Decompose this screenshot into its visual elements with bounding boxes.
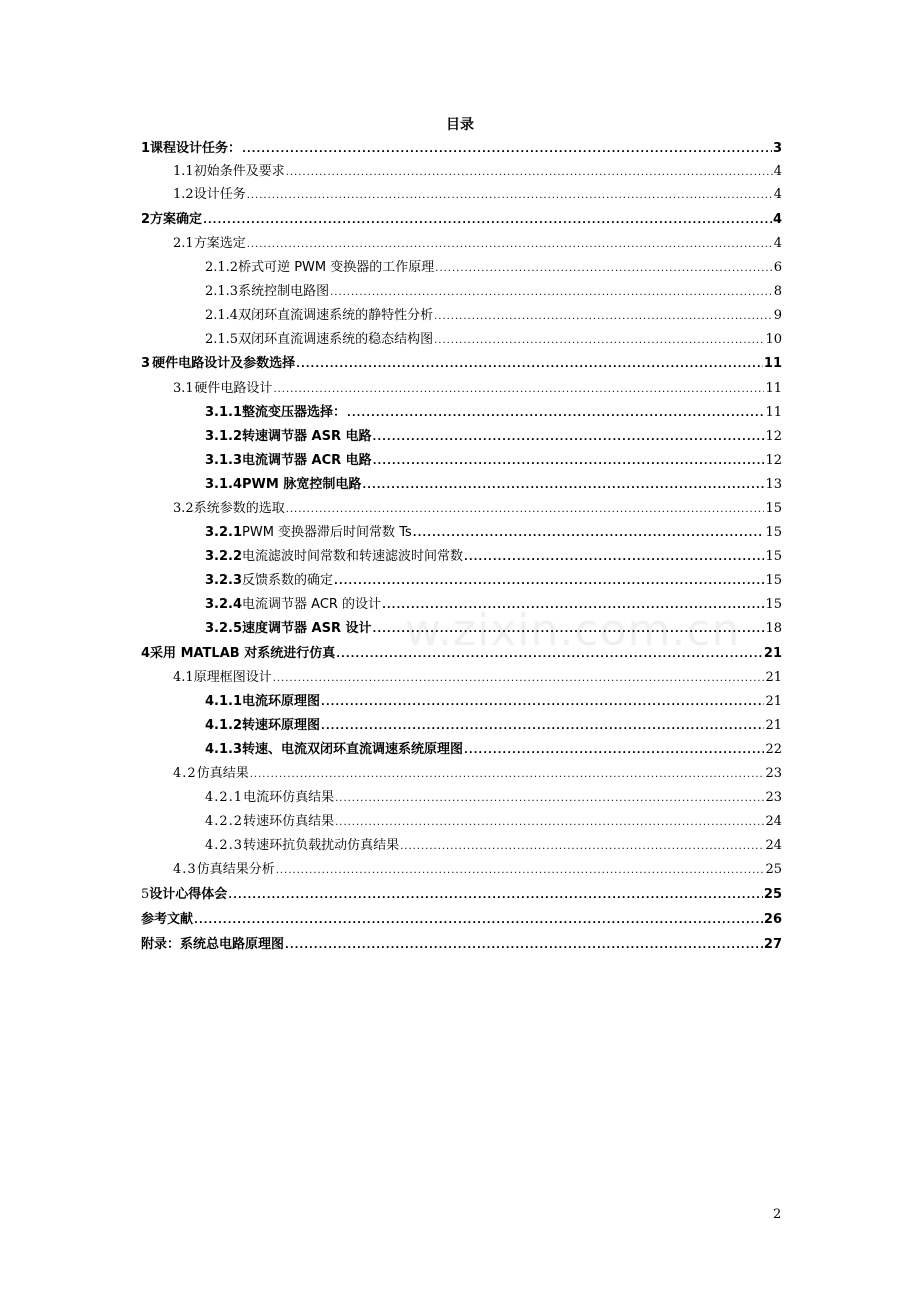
toc-entry-number: 3.1 <box>173 381 194 396</box>
toc-entry-2-1-2[interactable] <box>205 257 782 279</box>
toc-entry-page: 25 <box>765 862 782 877</box>
toc-entry-2[interactable] <box>141 209 782 231</box>
toc-entry-label: 双闭环直流调速系统的静特性分析 <box>238 308 434 323</box>
toc-entry-page: 25 <box>763 887 782 902</box>
toc-entry-number: 3.2.2 <box>205 549 243 564</box>
toc-entry-label: 转速环抗负载扰动仿真结果 <box>243 838 400 853</box>
toc-dot-leader <box>434 306 773 328</box>
toc-dot-leader <box>373 619 765 641</box>
toc-title: 目录 <box>446 117 474 133</box>
toc-entry-2-1[interactable] <box>173 233 782 255</box>
toc-entry-label: 初始条件及要求 <box>193 164 285 179</box>
toc-entry-number: 4.3 <box>173 862 197 877</box>
toc-dot-leader <box>247 234 773 256</box>
toc-entry-page: 4 <box>772 212 782 227</box>
toc-entry-3-2[interactable] <box>173 498 782 520</box>
toc-dot-leader <box>276 860 765 882</box>
toc-entry-label: 整流变压器选择： <box>242 405 347 420</box>
toc-entry-number: 2.1.4 <box>205 308 239 323</box>
toc-dot-leader <box>228 885 763 907</box>
toc-dot-leader <box>296 354 763 376</box>
toc-entry-3[interactable] <box>141 353 782 375</box>
toc-entry-3-2-4[interactable] <box>205 594 782 616</box>
toc-dot-leader <box>250 764 765 786</box>
toc-dot-leader <box>336 644 763 666</box>
toc-entry-label: 转速环原理图 <box>242 718 321 733</box>
toc-entry-number: 4.2.1 <box>205 790 244 805</box>
toc-entry-page: 12 <box>765 453 782 468</box>
toc-entry-number: 5 <box>141 887 150 902</box>
toc-entry-label: 方案确定 <box>150 212 203 227</box>
toc-entry-label: 方案选定 <box>193 236 246 251</box>
toc-dot-leader <box>242 139 772 161</box>
toc-entry-page: 22 <box>765 742 782 757</box>
toc-entry-page: 15 <box>765 501 782 516</box>
toc-entry-number: 4 <box>141 646 151 661</box>
page-number: 2 <box>773 1207 782 1222</box>
toc-entry-number: 4.1.2 <box>205 718 243 733</box>
toc-entry-number: 3.2.1 <box>205 525 243 540</box>
toc-entry-page: 15 <box>765 597 782 612</box>
toc-entry-2-1-4[interactable] <box>205 305 782 327</box>
toc-entry-number: 3.1.1 <box>205 405 243 420</box>
toc-entry-2-1-5[interactable] <box>205 329 782 351</box>
toc-entry-page: 18 <box>765 621 782 636</box>
toc-entry-label: 电流调节器 ACR 电路 <box>242 453 372 468</box>
toc-dot-leader <box>435 258 772 280</box>
toc-dot-leader <box>464 740 764 762</box>
toc-dot-leader <box>330 282 773 304</box>
toc-dot-leader <box>362 475 764 497</box>
toc-entry-page: 13 <box>765 477 782 492</box>
toc-dot-leader <box>194 910 763 932</box>
toc-entry-number: 2 <box>141 212 151 227</box>
toc-entry-page: 6 <box>773 260 782 275</box>
toc-entry-number: 1.1 <box>173 164 194 179</box>
toc-entry-page: 27 <box>763 937 782 952</box>
toc-entry-4-2-3[interactable] <box>205 835 782 857</box>
toc-entry-3-1[interactable] <box>173 378 782 400</box>
toc-dot-leader <box>335 812 764 834</box>
toc-entry-4-1-1[interactable] <box>205 691 782 713</box>
toc-entry-page: 21 <box>765 718 782 733</box>
toc-entry-number: 4.2.3 <box>205 838 244 853</box>
toc-dot-leader <box>286 162 773 184</box>
toc-entry-number: 3.1.2 <box>205 429 243 444</box>
toc-entry-number: 1.2 <box>173 187 194 202</box>
toc-dot-leader <box>347 403 764 425</box>
toc-entry-page: 10 <box>765 332 782 347</box>
toc-entry-label: 电流环仿真结果 <box>243 790 335 805</box>
toc-dot-leader <box>373 451 765 473</box>
toc-entry-page: 11 <box>765 405 782 420</box>
toc-entry-4-1-2[interactable] <box>205 715 782 737</box>
toc-entry-1-2[interactable] <box>173 184 782 206</box>
toc-entry-number: 3.2.5 <box>205 621 243 636</box>
toc-entry-page: 4 <box>773 236 782 251</box>
toc-dot-leader <box>203 210 772 232</box>
toc-entry-number: 4.1 <box>173 670 194 685</box>
toc-dot-leader <box>247 185 773 207</box>
toc-entry-4-1-3[interactable] <box>205 739 782 761</box>
toc-dot-leader <box>373 427 765 449</box>
toc-entry-number: 3.2 <box>173 501 194 516</box>
toc-entry-page: 24 <box>765 814 782 829</box>
toc-entry-label: 系统参数的选取 <box>193 501 285 516</box>
toc-entry-3-2-5[interactable] <box>205 618 782 640</box>
toc-entry-4-2-2[interactable] <box>205 811 782 833</box>
toc-entry-number: 4.1.1 <box>205 694 243 709</box>
toc-entry-label: 采用 MATLAB 对系统进行仿真 <box>150 646 336 661</box>
toc-entry-page: 21 <box>765 670 782 685</box>
toc-dot-leader <box>382 595 764 617</box>
toc-entry-number: 1 <box>141 141 151 156</box>
toc-entry-number: 3.2.4 <box>205 597 243 612</box>
toc-entry-1-1[interactable] <box>173 161 782 183</box>
toc-entry-label: 硬件电路设计及参数选择 <box>152 356 296 371</box>
toc-dot-leader <box>413 523 765 545</box>
toc-entry-page: 4 <box>773 164 782 179</box>
toc-entry-4-1[interactable] <box>173 667 782 689</box>
toc-dot-leader <box>434 330 764 352</box>
toc-entry-3-1-3[interactable] <box>205 450 782 472</box>
toc-entry-page: 12 <box>765 429 782 444</box>
toc-entry-references[interactable] <box>141 909 782 931</box>
toc-entry-label: 转速调节器 ASR 电路 <box>242 429 372 444</box>
toc-entry-4-2-1[interactable] <box>205 787 782 809</box>
toc-entry-page: 15 <box>765 549 782 564</box>
toc-entry-number: 2.1.3 <box>205 284 239 299</box>
toc-entry-4[interactable] <box>141 643 782 665</box>
toc-dot-leader <box>321 692 764 714</box>
toc-entry-page: 8 <box>773 284 782 299</box>
toc-entry-page: 15 <box>765 525 782 540</box>
toc-dot-leader <box>285 935 763 957</box>
toc-entry-label: PWM 变换器滞后时间常数 Ts <box>242 525 412 540</box>
toc-entry-number: 2.1 <box>173 236 194 251</box>
toc-entry-4-3[interactable] <box>173 859 782 881</box>
toc-entry-page: 23 <box>765 790 782 805</box>
toc-entry-label: 双闭环直流调速系统的稳态结构图 <box>238 332 434 347</box>
toc-entry-1[interactable] <box>141 138 782 160</box>
toc-entry-page: 3 <box>772 141 782 156</box>
watermark: w.zixin.com.cn <box>405 605 741 656</box>
toc-entry-number: 2.1.2 <box>205 260 239 275</box>
toc-entry-3-1-1[interactable] <box>205 402 782 424</box>
toc-entry-page: 21 <box>763 646 782 661</box>
toc-entry-number: 2.1.5 <box>205 332 239 347</box>
toc-entry-3-2-3[interactable] <box>205 570 782 592</box>
toc-entry-page: 11 <box>765 381 782 396</box>
toc-entry-appendix[interactable] <box>141 934 782 956</box>
toc-entry-page: 24 <box>765 838 782 853</box>
toc-entry-page: 11 <box>763 356 782 371</box>
toc-dot-leader <box>273 668 765 690</box>
toc-entry-label: 电流环原理图 <box>242 694 321 709</box>
toc-entry-number: 4.2.2 <box>205 814 244 829</box>
toc-entry-label: 原理框图设计 <box>193 670 272 685</box>
toc-dot-leader <box>286 499 765 521</box>
toc-entry-number: 3.2.3 <box>205 573 243 588</box>
toc-dot-leader <box>335 788 764 810</box>
toc-entry-label: 仿真结果 <box>196 766 249 781</box>
toc-entry-label: 电流调节器 ACR 的设计 <box>242 597 382 612</box>
toc-entry-label: 桥式可逆 PWM 变换器的工作原理 <box>238 260 435 275</box>
toc-entry-label: 速度调节器 ASR 设计 <box>242 621 372 636</box>
toc-dot-leader <box>464 547 764 569</box>
toc-dot-leader <box>400 836 764 858</box>
toc-entry-4-2[interactable] <box>173 763 782 785</box>
toc-entry-number: 3.1.4 <box>205 477 243 492</box>
toc-entry-page: 9 <box>773 308 782 323</box>
toc-entry-label: 转速环仿真结果 <box>243 814 335 829</box>
toc-entry-3-1-2[interactable] <box>205 426 782 448</box>
toc-entry-label: 转速、电流双闭环直流调速系统原理图 <box>242 742 464 757</box>
toc-entry-number: 3 <box>141 356 151 371</box>
toc-entry-label: 硬件电路设计 <box>194 381 273 396</box>
toc-entry-page: 23 <box>765 766 782 781</box>
toc-entry-3-1-4[interactable] <box>205 474 782 496</box>
toc-dot-leader <box>334 571 764 593</box>
toc-entry-3-2-1[interactable] <box>205 522 782 544</box>
toc-entry-2-1-3[interactable] <box>205 281 782 303</box>
toc-entry-page: 26 <box>763 912 782 927</box>
toc-entry-page: 15 <box>765 573 782 588</box>
toc-entry-label: 参考文献 <box>141 912 194 927</box>
toc-dot-leader <box>321 716 764 738</box>
toc-entry-3-2-2[interactable] <box>205 546 782 568</box>
toc-entry-number: 4.2 <box>173 766 197 781</box>
toc-entry-label: 电流滤波时间常数和转速滤波时间常数 <box>242 549 464 564</box>
toc-entry-label: 反馈系数的确定 <box>242 573 334 588</box>
toc-dot-leader <box>273 379 764 401</box>
toc-entry-5[interactable] <box>141 884 782 906</box>
toc-entry-label: 附录：系统总电路原理图 <box>141 937 285 952</box>
toc-entry-label: 系统控制电路图 <box>238 284 330 299</box>
toc-entry-label: 设计任务 <box>193 187 246 202</box>
toc-entry-label: 仿真结果分析 <box>196 862 275 877</box>
toc-entry-number: 3.1.3 <box>205 453 243 468</box>
toc-entry-number: 4.1.3 <box>205 742 243 757</box>
toc-entry-page: 21 <box>765 694 782 709</box>
toc-entry-label: 设计心得体会 <box>149 887 228 902</box>
toc-entry-label: PWM 脉宽控制电路 <box>242 477 362 492</box>
toc-entry-label: 课程设计任务： <box>150 141 242 156</box>
toc-entry-page: 4 <box>773 187 782 202</box>
